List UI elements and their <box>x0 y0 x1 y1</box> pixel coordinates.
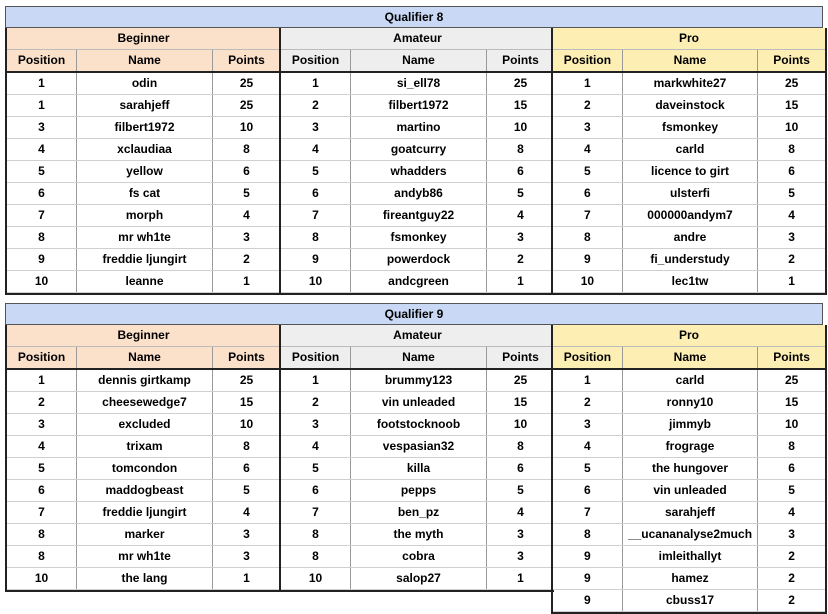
column-header-row <box>281 50 554 73</box>
name-cell: markwhite27 <box>622 73 759 94</box>
points-header: Points <box>773 350 810 364</box>
position-cell: 3 <box>584 120 591 134</box>
name-cell: andcgreen <box>350 271 487 292</box>
group-pro <box>551 28 827 295</box>
table-row <box>7 370 280 392</box>
position-cell: 3 <box>312 120 319 134</box>
position-cell: 6 <box>38 186 45 200</box>
name-cell: jimmyb <box>622 414 759 435</box>
name-cell: marker <box>76 524 213 545</box>
points-header: Points <box>773 53 810 67</box>
table-row <box>7 480 280 502</box>
table-row <box>281 370 554 392</box>
position-cell: 2 <box>38 395 45 409</box>
points-cell: 2 <box>243 252 250 266</box>
table-row <box>553 227 825 249</box>
points-cell: 1 <box>517 571 524 585</box>
position-cell: 6 <box>312 186 319 200</box>
table-row <box>553 161 825 183</box>
position-cell: 10 <box>308 274 323 288</box>
table-row <box>281 117 554 139</box>
points-cell: 25 <box>239 373 254 387</box>
points-cell: 3 <box>243 527 250 541</box>
table-row <box>553 249 825 271</box>
name-cell: the lang <box>76 568 213 589</box>
points-cell: 8 <box>788 439 795 453</box>
points-cell: 8 <box>243 142 250 156</box>
position-cell: 2 <box>584 98 591 112</box>
name-cell: sarahjeff <box>76 95 213 116</box>
points-cell: 25 <box>513 373 528 387</box>
position-cell: 1 <box>38 98 45 112</box>
position-cell: 4 <box>312 439 319 453</box>
results-body <box>281 73 554 295</box>
points-cell: 25 <box>239 98 254 112</box>
points-cell: 4 <box>788 505 795 519</box>
table-row <box>281 392 554 414</box>
name-cell: andyb86 <box>350 183 487 204</box>
points-cell: 3 <box>517 230 524 244</box>
table-row <box>553 392 825 414</box>
position-cell: 7 <box>38 505 45 519</box>
table-row <box>7 95 280 117</box>
table-row <box>7 502 280 524</box>
position-cell: 3 <box>584 417 591 431</box>
position-cell: 8 <box>312 527 319 541</box>
points-cell: 25 <box>784 76 799 90</box>
name-cell: 000000andym7 <box>622 205 759 226</box>
table-row <box>553 524 825 546</box>
position-cell: 5 <box>584 164 591 178</box>
name-cell: cobra <box>350 546 487 567</box>
position-cell: 5 <box>584 461 591 475</box>
position-cell: 7 <box>312 208 319 222</box>
points-cell: 5 <box>243 186 250 200</box>
position-cell: 8 <box>38 527 45 541</box>
position-cell: 5 <box>312 461 319 475</box>
group-title: Pro <box>553 28 825 50</box>
position-cell: 10 <box>580 274 595 288</box>
table-row <box>281 436 554 458</box>
position-cell: 7 <box>584 208 591 222</box>
name-cell: fireantguy22 <box>350 205 487 226</box>
position-cell: 4 <box>38 439 45 453</box>
name-cell: licence to girt <box>622 161 759 182</box>
name-cell: fsmonkey <box>622 117 759 138</box>
position-cell: 4 <box>38 142 45 156</box>
table-row <box>7 249 280 271</box>
points-cell: 10 <box>784 417 799 431</box>
name-cell: sarahjeff <box>622 502 759 523</box>
points-cell: 1 <box>243 571 250 585</box>
name-cell: filbert1972 <box>350 95 487 116</box>
points-cell: 6 <box>788 164 795 178</box>
position-cell: 5 <box>38 164 45 178</box>
position-cell: 2 <box>584 395 591 409</box>
points-cell: 3 <box>517 527 524 541</box>
results-body <box>553 370 825 614</box>
table-row <box>7 117 280 139</box>
table-row <box>281 205 554 227</box>
group-pro <box>551 325 827 614</box>
points-cell: 5 <box>788 483 795 497</box>
position-cell: 1 <box>38 76 45 90</box>
table-row <box>7 205 280 227</box>
name-cell: goatcurry <box>350 139 487 160</box>
points-cell: 2 <box>517 252 524 266</box>
points-cell: 10 <box>784 120 799 134</box>
position-cell: 9 <box>584 549 591 563</box>
points-cell: 2 <box>788 593 795 607</box>
table-row <box>7 139 280 161</box>
table-row <box>281 73 554 95</box>
position-header: Position <box>17 350 66 364</box>
position-cell: 2 <box>312 98 319 112</box>
table-row <box>553 73 825 95</box>
name-cell: carld <box>622 139 759 160</box>
name-cell: frograge <box>622 436 759 457</box>
points-cell: 1 <box>517 274 524 288</box>
table-row <box>281 524 554 546</box>
points-cell: 25 <box>239 76 254 90</box>
results-body <box>7 73 280 295</box>
position-cell: 8 <box>38 230 45 244</box>
table-row <box>553 271 825 293</box>
points-cell: 4 <box>243 505 250 519</box>
points-header: Points <box>502 350 539 364</box>
position-cell: 8 <box>584 527 591 541</box>
position-cell: 2 <box>312 395 319 409</box>
name-cell: martino <box>350 117 487 138</box>
points-cell: 15 <box>784 98 799 112</box>
name-cell: mr wh1te <box>76 227 213 248</box>
position-cell: 4 <box>584 439 591 453</box>
name-cell: fsmonkey <box>350 227 487 248</box>
points-cell: 2 <box>788 252 795 266</box>
points-cell: 10 <box>513 120 528 134</box>
points-cell: 6 <box>243 164 250 178</box>
position-cell: 7 <box>38 208 45 222</box>
points-cell: 6 <box>517 461 524 475</box>
column-header-row <box>7 50 280 73</box>
position-cell: 6 <box>38 483 45 497</box>
name-cell: andre <box>622 227 759 248</box>
position-cell: 8 <box>312 230 319 244</box>
points-cell: 10 <box>239 120 254 134</box>
table-row <box>553 370 825 392</box>
table-row <box>7 458 280 480</box>
points-cell: 2 <box>788 549 795 563</box>
position-cell: 10 <box>34 571 49 585</box>
name-cell: salop27 <box>350 568 487 589</box>
position-header: Position <box>563 53 612 67</box>
points-cell: 5 <box>243 483 250 497</box>
name-cell: ronny10 <box>622 392 759 413</box>
name-header: Name <box>622 50 759 71</box>
name-header: Name <box>350 347 487 368</box>
position-cell: 1 <box>312 373 319 387</box>
table-row <box>7 271 280 293</box>
position-cell: 6 <box>584 483 591 497</box>
points-cell: 1 <box>243 274 250 288</box>
position-cell: 6 <box>312 483 319 497</box>
name-cell: whadders <box>350 161 487 182</box>
column-header-row <box>553 50 825 73</box>
group-amateur <box>279 28 554 295</box>
table-row <box>281 183 554 205</box>
points-cell: 6 <box>243 461 250 475</box>
points-cell: 5 <box>788 186 795 200</box>
table-row <box>281 546 554 568</box>
name-cell: the hungover <box>622 458 759 479</box>
table-row <box>553 205 825 227</box>
name-cell: lec1tw <box>622 271 759 292</box>
position-cell: 9 <box>584 252 591 266</box>
name-cell: fi_understudy <box>622 249 759 270</box>
name-cell: powerdock <box>350 249 487 270</box>
points-cell: 3 <box>788 527 795 541</box>
position-cell: 7 <box>312 505 319 519</box>
qualifier-title: Qualifier 9 <box>5 303 823 325</box>
name-cell: __ucananalyse2much <box>622 524 759 545</box>
position-cell: 10 <box>308 571 323 585</box>
table-row <box>7 568 280 590</box>
name-cell: vin unleaded <box>350 392 487 413</box>
group-title: Pro <box>553 325 825 347</box>
table-row <box>553 183 825 205</box>
table-row <box>7 524 280 546</box>
column-header-row <box>281 347 554 370</box>
name-cell: cheesewedge7 <box>76 392 213 413</box>
points-cell: 4 <box>517 505 524 519</box>
points-cell: 4 <box>243 208 250 222</box>
points-cell: 3 <box>243 549 250 563</box>
points-header: Points <box>228 53 265 67</box>
column-header-row <box>7 347 280 370</box>
position-cell: 9 <box>38 252 45 266</box>
points-cell: 5 <box>517 483 524 497</box>
name-header: Name <box>350 50 487 71</box>
name-cell: vin unleaded <box>622 480 759 501</box>
name-cell: leanne <box>76 271 213 292</box>
position-cell: 8 <box>584 230 591 244</box>
position-cell: 7 <box>584 505 591 519</box>
name-cell: hamez <box>622 568 759 589</box>
table-row <box>553 568 825 590</box>
table-row <box>281 271 554 293</box>
name-cell: ben_pz <box>350 502 487 523</box>
name-cell: imleithallyt <box>622 546 759 567</box>
points-cell: 4 <box>517 208 524 222</box>
table-row <box>281 139 554 161</box>
name-cell: xclaudiaa <box>76 139 213 160</box>
name-cell: pepps <box>350 480 487 501</box>
table-row <box>7 392 280 414</box>
table-row <box>553 458 825 480</box>
position-cell: 1 <box>584 76 591 90</box>
position-cell: 8 <box>38 549 45 563</box>
qualifier-title: Qualifier 8 <box>5 6 823 28</box>
name-header: Name <box>76 50 213 71</box>
group-amateur <box>279 325 554 592</box>
name-cell: vespasian32 <box>350 436 487 457</box>
group-beginner <box>5 325 280 592</box>
position-cell: 9 <box>584 593 591 607</box>
points-cell: 4 <box>788 208 795 222</box>
points-cell: 15 <box>239 395 254 409</box>
table-row <box>553 480 825 502</box>
points-cell: 5 <box>517 186 524 200</box>
name-cell: killa <box>350 458 487 479</box>
results-body <box>553 73 825 295</box>
table-row <box>281 249 554 271</box>
points-cell: 10 <box>513 417 528 431</box>
name-cell: brummy123 <box>350 370 487 391</box>
results-body <box>281 370 554 592</box>
table-row <box>7 73 280 95</box>
name-cell: cbuss17 <box>622 590 759 611</box>
table-row <box>281 161 554 183</box>
column-header-row <box>553 347 825 370</box>
results-body <box>7 370 280 592</box>
group-title: Amateur <box>281 325 554 347</box>
name-cell: freddie ljungirt <box>76 249 213 270</box>
points-header: Points <box>228 350 265 364</box>
group-beginner <box>5 28 280 295</box>
name-cell: freddie ljungirt <box>76 502 213 523</box>
name-cell: excluded <box>76 414 213 435</box>
points-cell: 3 <box>243 230 250 244</box>
table-row <box>281 227 554 249</box>
points-cell: 25 <box>784 373 799 387</box>
points-cell: 6 <box>517 164 524 178</box>
name-header: Name <box>76 347 213 368</box>
points-cell: 8 <box>517 439 524 453</box>
table-row <box>7 546 280 568</box>
position-cell: 1 <box>312 76 319 90</box>
position-header: Position <box>291 53 340 67</box>
position-cell: 9 <box>584 571 591 585</box>
table-row <box>553 117 825 139</box>
table-row <box>281 458 554 480</box>
group-title: Amateur <box>281 28 554 50</box>
position-cell: 4 <box>584 142 591 156</box>
points-cell: 15 <box>784 395 799 409</box>
name-header: Name <box>622 347 759 368</box>
points-cell: 8 <box>517 142 524 156</box>
table-row <box>553 502 825 524</box>
table-row <box>7 183 280 205</box>
name-cell: yellow <box>76 161 213 182</box>
name-cell: morph <box>76 205 213 226</box>
table-row <box>281 95 554 117</box>
position-cell: 3 <box>38 417 45 431</box>
position-cell: 8 <box>312 549 319 563</box>
points-header: Points <box>502 53 539 67</box>
name-cell: fs cat <box>76 183 213 204</box>
name-cell: carld <box>622 370 759 391</box>
points-cell: 3 <box>788 230 795 244</box>
points-cell: 10 <box>239 417 254 431</box>
table-row <box>553 414 825 436</box>
position-header: Position <box>563 350 612 364</box>
position-header: Position <box>291 350 340 364</box>
table-row <box>281 414 554 436</box>
name-cell: filbert1972 <box>76 117 213 138</box>
group-title: Beginner <box>7 325 280 347</box>
name-cell: mr wh1te <box>76 546 213 567</box>
name-cell: footstocknoob <box>350 414 487 435</box>
table-row <box>281 568 554 590</box>
table-row <box>553 590 825 612</box>
position-cell: 5 <box>312 164 319 178</box>
points-cell: 25 <box>513 76 528 90</box>
name-cell: the myth <box>350 524 487 545</box>
name-cell: odin <box>76 73 213 94</box>
points-cell: 1 <box>788 274 795 288</box>
table-row <box>7 436 280 458</box>
table-row <box>7 414 280 436</box>
position-cell: 1 <box>38 373 45 387</box>
table-row <box>281 480 554 502</box>
position-cell: 1 <box>584 373 591 387</box>
table-row <box>553 546 825 568</box>
name-cell: daveinstock <box>622 95 759 116</box>
table-row <box>7 161 280 183</box>
table-row <box>281 502 554 524</box>
name-cell: maddogbeast <box>76 480 213 501</box>
table-row <box>553 139 825 161</box>
position-cell: 6 <box>584 186 591 200</box>
position-cell: 4 <box>312 142 319 156</box>
points-cell: 8 <box>243 439 250 453</box>
name-cell: si_ell78 <box>350 73 487 94</box>
points-cell: 2 <box>788 571 795 585</box>
position-cell: 9 <box>312 252 319 266</box>
name-cell: dennis girtkamp <box>76 370 213 391</box>
points-cell: 15 <box>513 98 528 112</box>
group-title: Beginner <box>7 28 280 50</box>
table-row <box>553 95 825 117</box>
points-cell: 3 <box>517 549 524 563</box>
points-cell: 8 <box>788 142 795 156</box>
position-cell: 3 <box>312 417 319 431</box>
points-cell: 6 <box>788 461 795 475</box>
points-cell: 15 <box>513 395 528 409</box>
table-row <box>553 436 825 458</box>
position-cell: 10 <box>34 274 49 288</box>
name-cell: tomcondon <box>76 458 213 479</box>
name-cell: trixam <box>76 436 213 457</box>
name-cell: ulsterfi <box>622 183 759 204</box>
position-cell: 3 <box>38 120 45 134</box>
position-cell: 5 <box>38 461 45 475</box>
table-row <box>7 227 280 249</box>
position-header: Position <box>17 53 66 67</box>
